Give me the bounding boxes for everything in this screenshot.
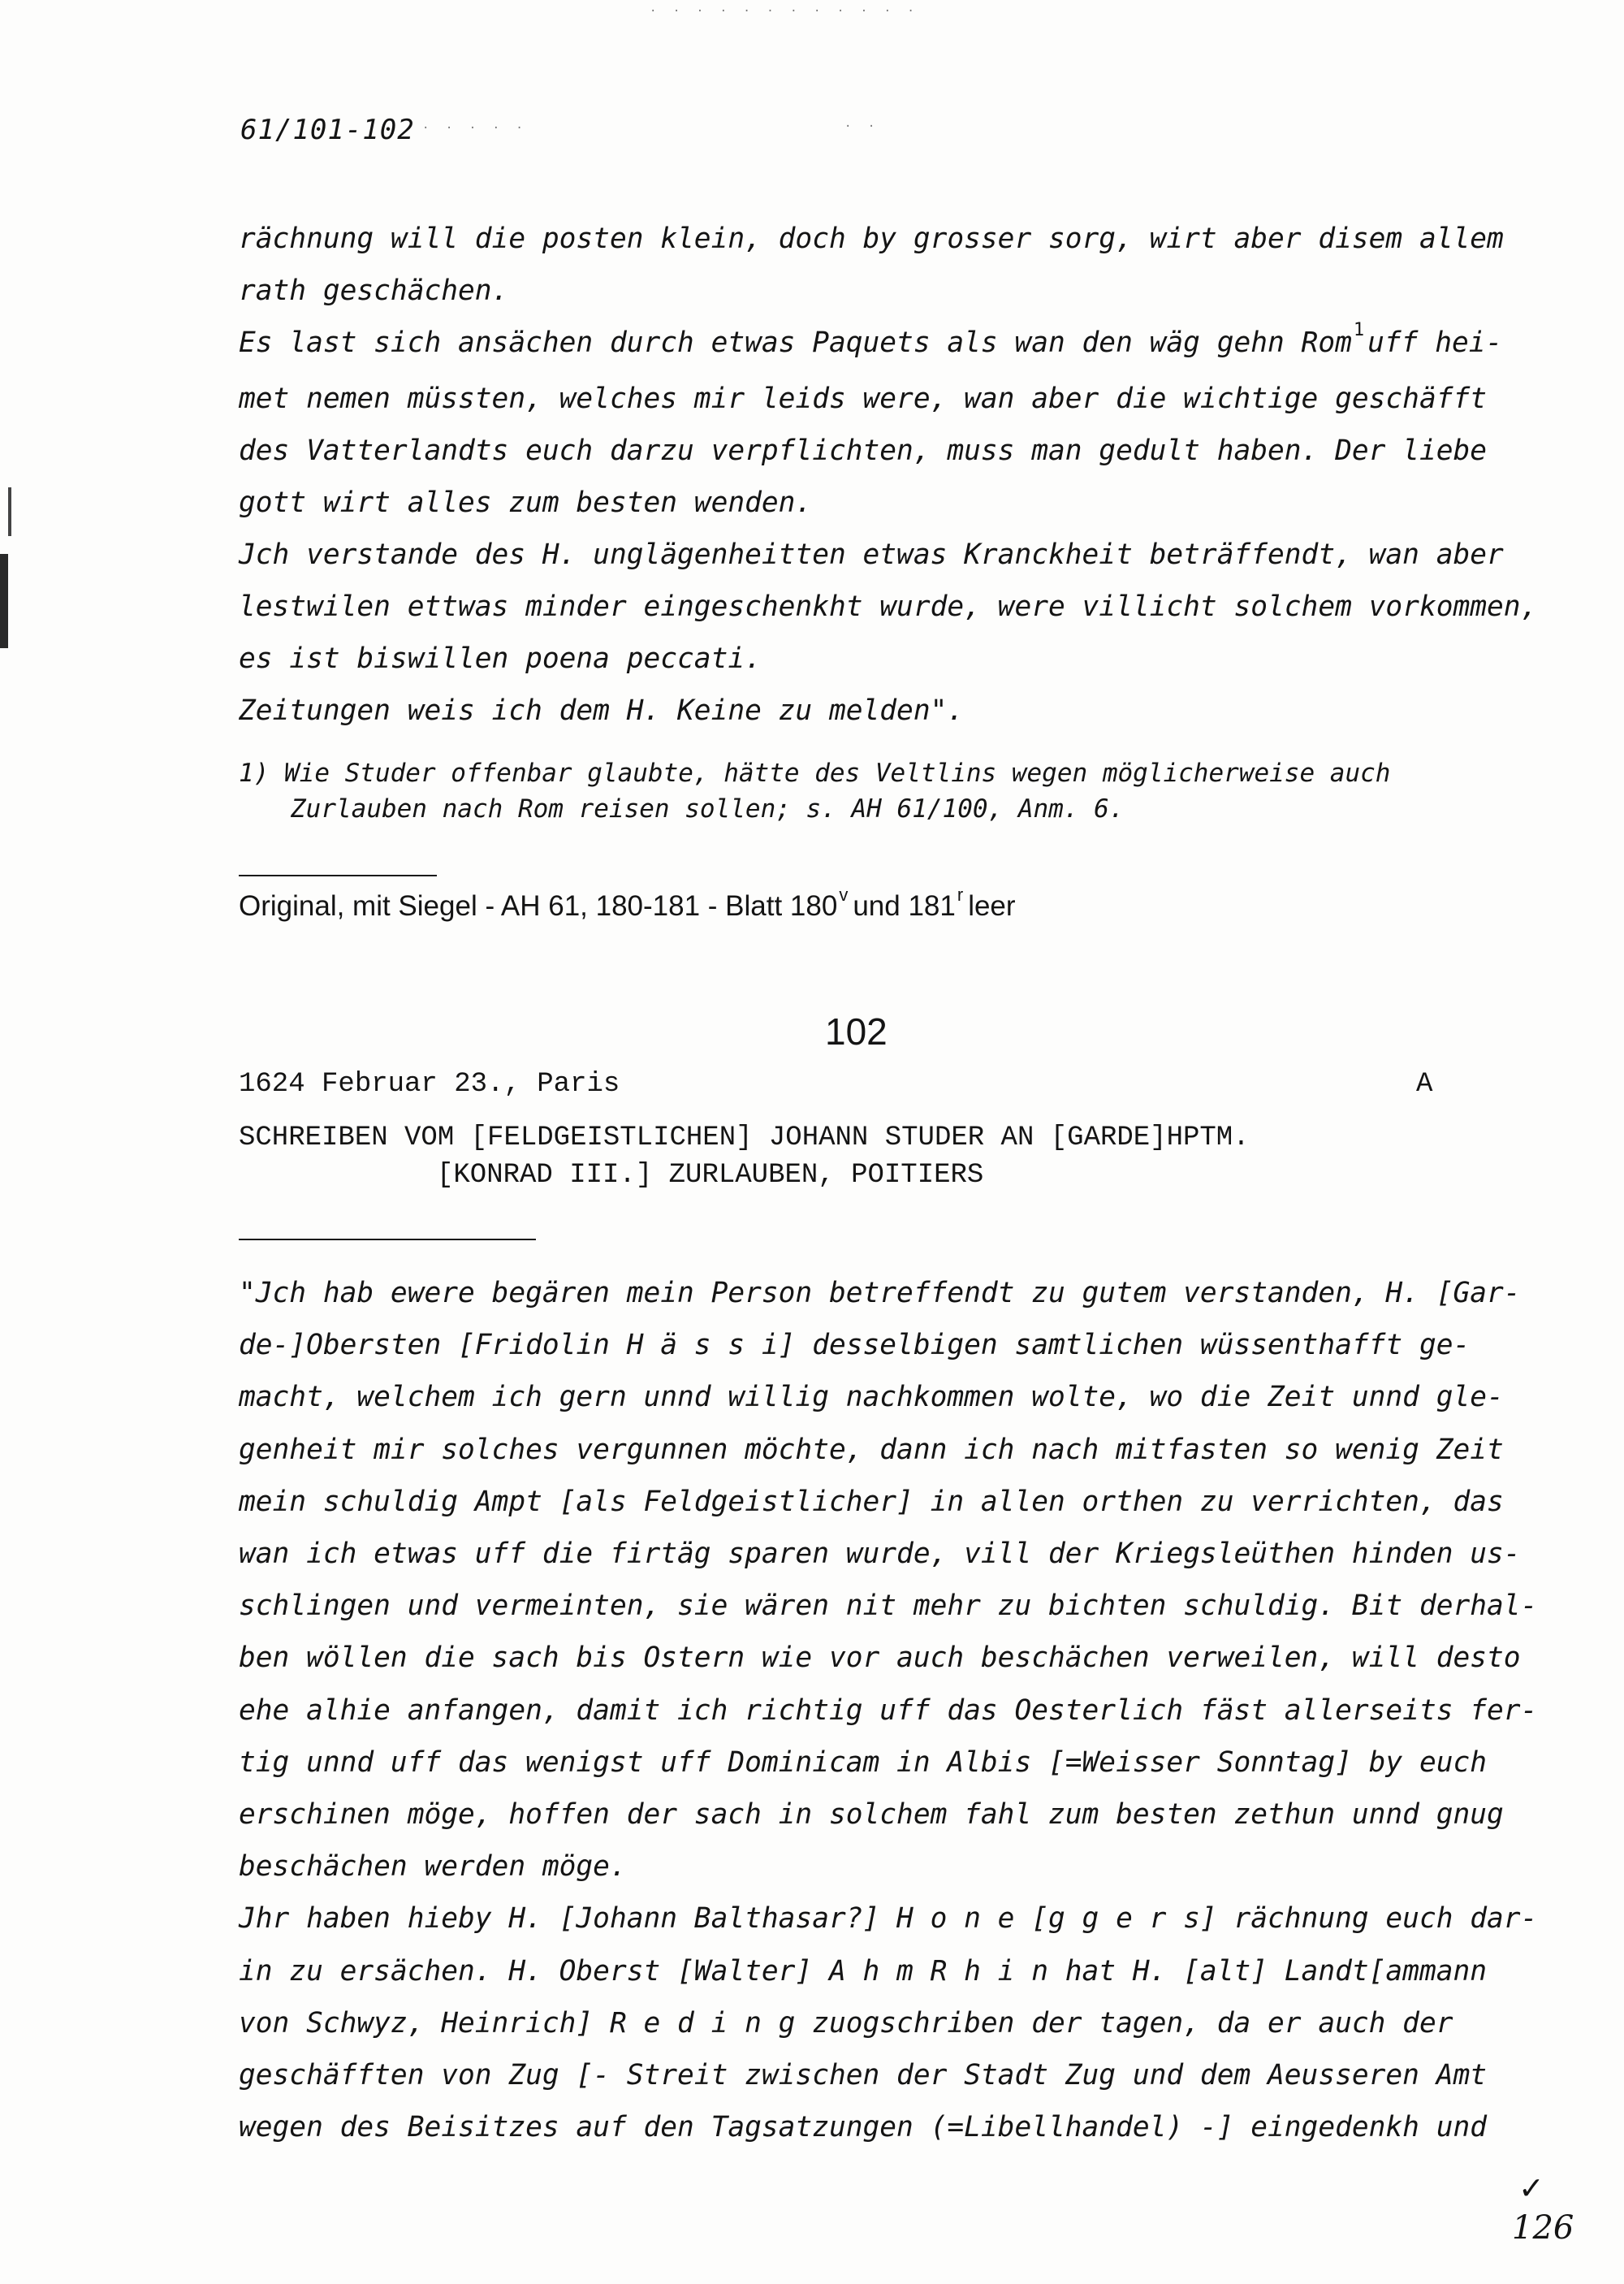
text-line: des Vatterlandts euch darzu verpflichten, muss man gedult haben. Der liebe (239, 435, 1488, 467)
text-line: von Schwyz, Heinrich] R e d i n g zuogschriben der tagen, da er auch der (239, 2006, 1453, 2040)
date-place: 1624 Februar 23., Paris (239, 1069, 620, 1100)
footnote (239, 755, 1505, 827)
scan-noise: · · · · · · · · · · · · (650, 5, 919, 18)
text-line: macht, welchem ich gern unnd willig nachkommen wolte, wo die Zeit unnd gle- (239, 1381, 1504, 1414)
main-letter-text (239, 1267, 1538, 2153)
source-note (239, 885, 1016, 923)
document-number: 102 (825, 1010, 888, 1053)
text-line: tig unnd uff das wenigst uff Dominicam in Albis [=Weisser Sonntag] by euch (239, 1745, 1488, 1779)
text-line: lestwilen ettwas minder eingeschenkht wurde, were villicht solchem vorkommen, (239, 590, 1538, 623)
source-prefix: Original, mit Siegel - AH 61, 180-181 - Blatt 180 (239, 890, 838, 922)
text-line: Jch verstande des H. unglägenheitten etwas Kranckheit beträffendt, wan aber (239, 539, 1504, 571)
text-line-tail: uff hei- (1367, 327, 1503, 359)
text-line: wegen des Beisitzes auf den Tagsatzungen (=Libellhandel) -] eingedenkh und (239, 2111, 1488, 2144)
text-line: geschäfften von Zug [- Streit zwischen der Stadt Zug und dem Aeusseren Amt (239, 2059, 1488, 2092)
lead-paragraph (239, 213, 1538, 737)
source-middle: und 181 (853, 890, 956, 922)
text-line: ben wöllen die sach bis Ostern wie vor auch beschächen verweilen, will desto (239, 1642, 1521, 1675)
document-title (239, 1119, 1250, 1194)
folio-number: 126 (1512, 2209, 1574, 2247)
text-line: ehe alhie anfangen, damit ich richtig uff das Oesterlich fäst allerseits fer- (239, 1694, 1538, 1727)
separator-rule (239, 1239, 536, 1240)
footnote-marker: 1 (1353, 320, 1365, 340)
text-line: "Jch hab ewere begären mein Person betreffendt zu gutem verstanden, H. [Gar- (239, 1277, 1521, 1309)
verso-marker: v (839, 885, 849, 905)
recto-marker: r (957, 885, 964, 905)
scan-margin-tick (8, 487, 11, 536)
check-mark: ✓ (1518, 2170, 1544, 2206)
source-suffix: leer (968, 890, 1016, 922)
text-line: es ist biswillen poena peccati. (239, 642, 762, 675)
scan-noise: · · (844, 120, 880, 133)
text-line: rächnung will die posten klein, doch by grosser sorg, wirt aber disem allem (239, 223, 1504, 255)
text-line: de-]Obersten [Fridolin H ä s s i] desselbigen samtlichen wüssenthafft ge- (239, 1329, 1471, 1362)
footnote-line: Zurlauben nach Rom reisen sollen; s. AH 61/100, Anm. 6. (291, 794, 1125, 824)
text-line (239, 317, 1503, 373)
document-letter: A (1416, 1069, 1433, 1100)
text-line: beschächen werden möge. (239, 1850, 627, 1884)
title-line: [KONRAD III.] ZURLAUBEN, POITIERS (437, 1160, 984, 1191)
title-line: SCHREIBEN VOM [FELDGEISTLICHEN] JOHANN STUDER AN [GARDE]HPTM. (239, 1123, 1250, 1153)
text-line: Zeitungen weis ich dem H. Keine zu melden". (239, 694, 965, 727)
text-line: schlingen und vermeinten, sie wären nit mehr zu bichten schuldig. Bit derhal- (239, 1590, 1538, 1623)
text-line: wan ich etwas uff die firtäg sparen wurde, vill der Kriegsleüthen hinden us- (239, 1538, 1521, 1571)
text-line: gott wirt alles zum besten wenden. (239, 487, 813, 519)
scan-margin-bar (0, 554, 8, 648)
text-line: erschinen möge, hoffen der sach in solchem fahl zum besten zethun unnd gnug (239, 1798, 1504, 1832)
separator-rule (239, 875, 437, 876)
text-line: rath geschächen. (239, 275, 509, 307)
text-line-body: Es last sich ansächen durch etwas Paquets als wan den wäg gehn Rom (239, 327, 1352, 359)
text-line: mein schuldig Ampt [als Feldgeistlicher] in allen orthen zu verrichten, das (239, 1485, 1504, 1518)
footnote-line: 1) Wie Studer offenbar glaubte, hätte des Veltlins wegen möglicherweise auch (239, 759, 1391, 788)
scan-noise: · · · · · (422, 122, 528, 135)
text-line: Jhr haben hieby H. [Johann Balthasar?] H o n e [g g e r s] rächnung euch dar- (239, 1902, 1538, 1936)
text-line: in zu ersächen. H. Oberst [Walter] A h m R h i n hat H. [alt] Landt[ammann (239, 1954, 1488, 1988)
page-reference: 61/101-102 (240, 114, 415, 146)
text-line: met nemen müssten, welches mir leids were, wan aber die wichtige geschäfft (239, 383, 1488, 415)
text-line: genheit mir solches vergunnen möchte, dann ich nach mitfasten so wenig Zeit (239, 1433, 1504, 1466)
